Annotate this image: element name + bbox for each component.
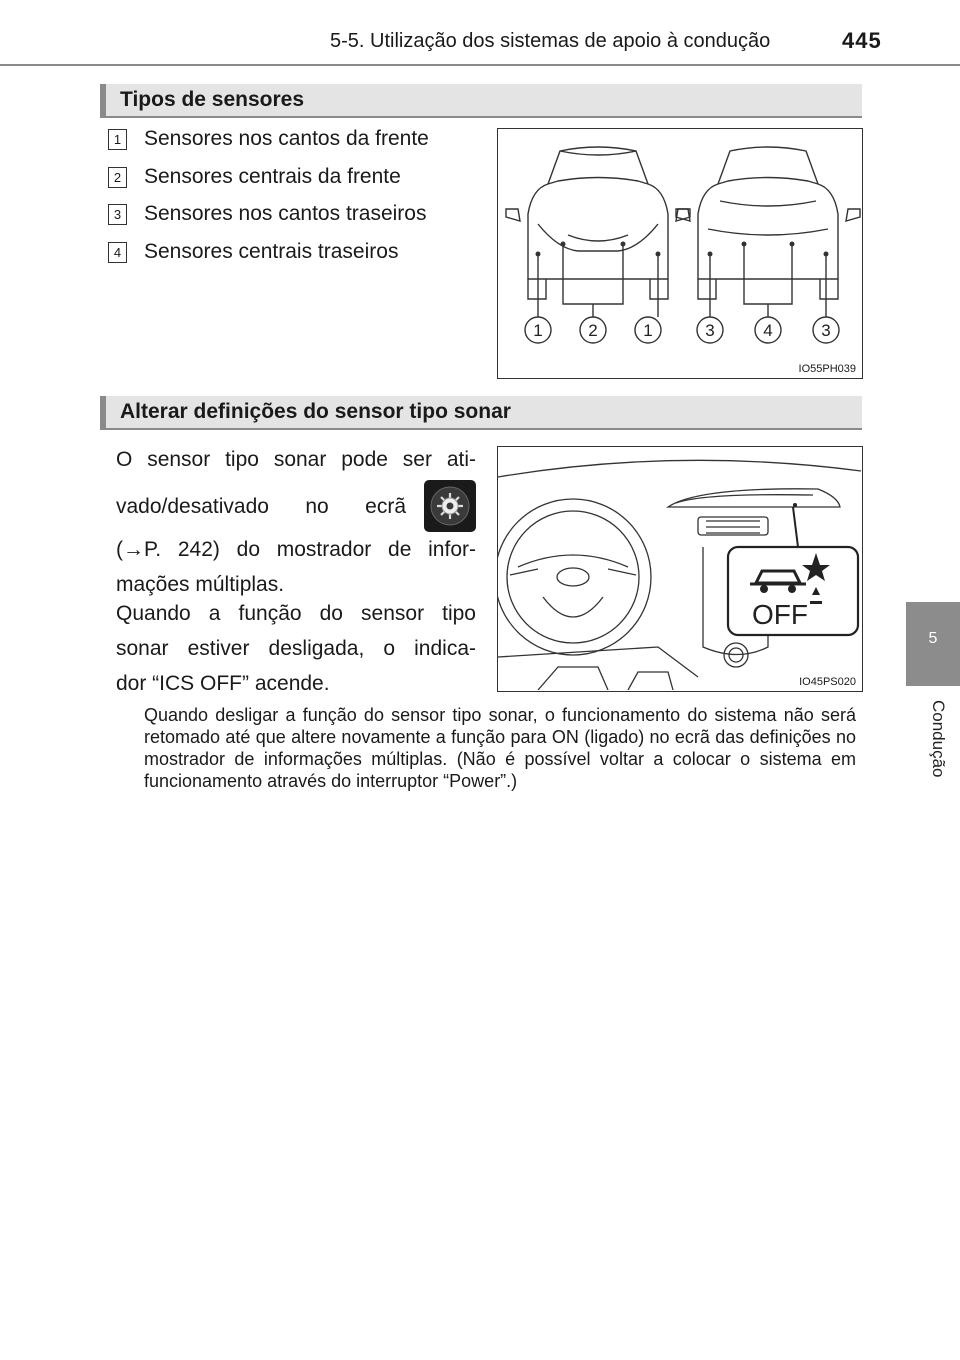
figure-code: IO55PH039 [798, 363, 856, 375]
list-item [108, 162, 488, 200]
figure-code: IO45PS020 [799, 676, 856, 688]
dashboard-illustration [498, 447, 861, 690]
item-text: Sensores centrais da frente [144, 164, 401, 188]
callout-number: 3 [821, 321, 831, 340]
callout-number: 4 [763, 321, 773, 340]
item-text: Sensores centrais traseiros [144, 239, 399, 263]
text-line: mações múltiplas. [116, 573, 285, 596]
paragraph-indicator [116, 596, 476, 701]
chapter-tab: 5 [906, 602, 960, 686]
section-heading-change-settings: Alterar definições do sensor tipo sonar [100, 396, 862, 430]
callout-number: 1 [533, 321, 543, 340]
item-text: Sensores nos cantos da frente [144, 127, 429, 150]
callout-number: 1 [643, 321, 653, 340]
header-divider [0, 64, 960, 66]
car-sensors-illustration [498, 129, 861, 377]
sensor-locations-figure [497, 128, 863, 379]
text-line: vado/desativado no ecrã [116, 495, 406, 518]
header-section-title: 5-5. Utilização dos sistemas de apoio à condução [330, 30, 771, 52]
section-heading-sensor-types: Tipos de sensores [100, 84, 862, 118]
list-item [108, 124, 488, 162]
item-number: 3 [108, 204, 127, 225]
item-number: 4 [108, 242, 127, 263]
callout-number: 3 [705, 321, 715, 340]
paragraph-toggle-sensor [116, 442, 476, 602]
list-item [108, 199, 488, 237]
item-number: 1 [108, 129, 127, 150]
sensor-list [108, 124, 488, 274]
note-paragraph: Quando desligar a função do sensor tipo sonar, o funcionamento do sistema não será retomado até que altere novamente a função para ON (ligado) no ecrã das definições no mostrador de informações múltiplas. (Não é possível voltar a colocar o sistema em funcionamento através do interruptor “Power”.) [144, 705, 856, 791]
item-number: 2 [108, 167, 127, 188]
list-item [108, 237, 488, 275]
callout-number: 2 [588, 321, 598, 340]
dashboard-figure [497, 446, 863, 692]
text-line: sonar estiver desligada, o indica- [116, 637, 476, 660]
text-line: dor “ICS OFF” acende. [116, 672, 330, 695]
page-number: 445 [842, 28, 882, 53]
ics-off-indicator-text: OFF [752, 599, 808, 630]
text-line: (→P. 242) do mostrador de infor- [116, 538, 476, 561]
item-text: Sensores nos cantos traseiros [144, 202, 427, 225]
chapter-label: Condução [929, 700, 948, 778]
text-line: O sensor tipo sonar pode ser ati- [116, 448, 476, 471]
text-line: Quando a função do sensor tipo [116, 602, 476, 625]
settings-gear-icon [424, 480, 476, 532]
